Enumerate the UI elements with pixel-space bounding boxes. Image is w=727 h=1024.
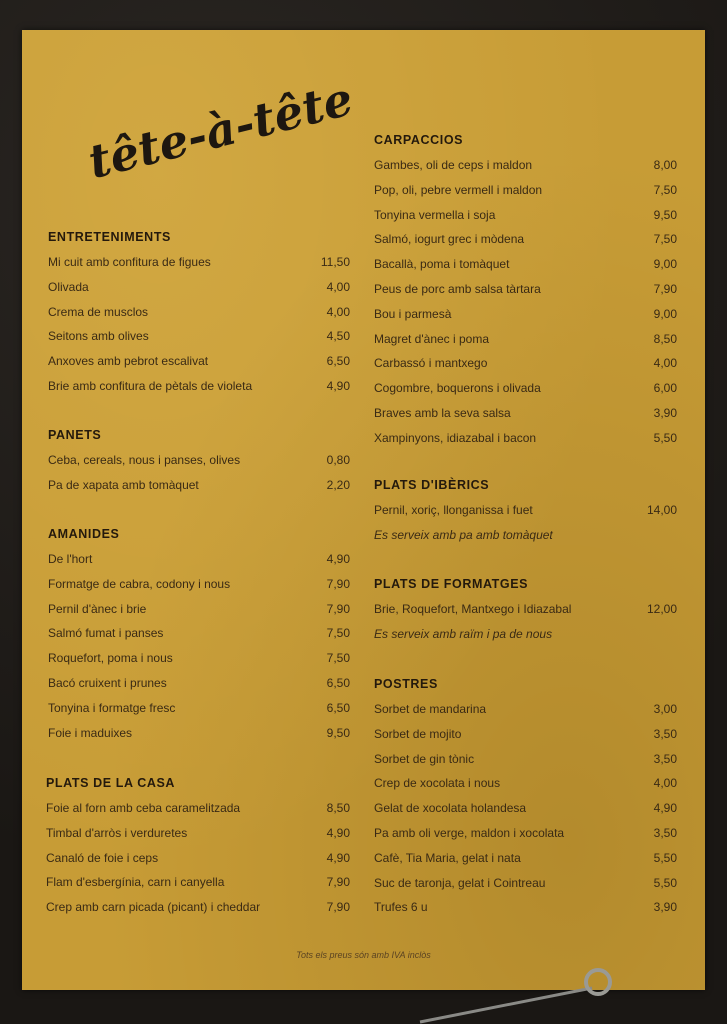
menu-item-price: 7,90 xyxy=(326,900,350,915)
menu-item xyxy=(374,500,677,520)
menu-item-name: Cogombre, boquerons i olivada xyxy=(374,381,541,396)
menu-item-price: 4,90 xyxy=(653,801,677,816)
menu-item-name: Crep amb carn picada (picant) i cheddar xyxy=(46,900,261,915)
section-note: Es serveix amb raïm i pa de nous xyxy=(374,626,553,641)
menu-item xyxy=(48,302,350,322)
menu-item-name: Foie i maduixes xyxy=(48,725,133,740)
menu-item xyxy=(374,329,677,349)
menu-item-price: 3,50 xyxy=(653,726,677,741)
menu-item-price: 6,00 xyxy=(653,381,677,396)
section-title: AMANIDES xyxy=(48,527,120,541)
menu-item-price: 7,90 xyxy=(326,576,350,591)
menu-item-name: Pa de xapata amb tomàquet xyxy=(48,477,199,492)
menu-item-name: Pop, oli, pebre vermell i maldon xyxy=(374,182,543,197)
menu-item-name: Cafè, Tia Maria, gelat i nata xyxy=(374,850,521,865)
menu-item-price: 7,90 xyxy=(653,282,677,296)
menu-item xyxy=(374,279,677,299)
menu-item-name: Carbassó i mantxego xyxy=(374,356,488,371)
menu-item-name: Tonyina vermella i soja xyxy=(374,207,496,222)
menu-item-name: Gambes, oli de ceps i maldon xyxy=(374,158,533,172)
menu-item xyxy=(48,599,350,619)
menu-item-name: Magret d'ànec i poma xyxy=(374,331,490,346)
menu-item-price: 12,00 xyxy=(646,602,677,616)
section-panets xyxy=(48,428,350,498)
menu-item-price: 8,00 xyxy=(653,158,677,172)
menu-item-name: Sorbet de mandarina xyxy=(374,702,487,716)
menu-item-price: 7,50 xyxy=(653,182,677,197)
menu-item-name: Seitons amb olives xyxy=(48,329,149,344)
menu-item-name: Crep de xocolata i nous xyxy=(374,776,501,791)
menu-item xyxy=(48,326,350,346)
menu-item-price: 3,00 xyxy=(653,702,677,716)
menu-item xyxy=(48,723,350,743)
menu-item-name: Sorbet de gin tònic xyxy=(374,751,475,766)
menu-item-name: Tonyina i formatge fresc xyxy=(48,700,176,715)
section-title: PLATS DE LA CASA xyxy=(46,776,176,790)
menu-item xyxy=(48,549,350,569)
menu-item-price: 2,20 xyxy=(326,477,350,492)
menu-item-price: 4,00 xyxy=(326,304,350,319)
menu-item-name: Brie, Roquefort, Mantxego i Idiazabal xyxy=(374,602,572,616)
menu-item-name: Trufes 6 u xyxy=(374,900,428,915)
menu-item-price: 3,90 xyxy=(653,406,677,420)
menu-item-price: 9,00 xyxy=(653,306,677,321)
section-carpaccios xyxy=(374,133,677,453)
menu-item xyxy=(374,205,677,225)
menu-item xyxy=(48,277,350,297)
menu-item xyxy=(374,378,677,398)
menu-item-name: Ceba, cereals, nous i panses, olives xyxy=(48,453,241,467)
menu-item-name: Bacallà, poma i tomàquet xyxy=(374,257,510,272)
menu-item-name: Pa amb oli verge, maldon i xocolata xyxy=(374,826,565,840)
menu-item-price: 0,80 xyxy=(326,453,350,467)
menu-item xyxy=(48,574,350,594)
menu-item-name: Sorbet de mojito xyxy=(374,726,462,741)
menu-item xyxy=(374,749,677,769)
menu-item-name: Salmó fumat i panses xyxy=(48,626,164,641)
menu-item-price: 9,50 xyxy=(326,725,350,740)
menu-item xyxy=(374,180,677,200)
menu-item-price: 4,90 xyxy=(326,552,350,566)
menu-item-price: 7,90 xyxy=(326,875,350,890)
menu-item-name: Salmó, iogurt grec i mòdena xyxy=(374,232,525,247)
menu-item-name: Mi cuit amb confitura de figues xyxy=(48,255,211,269)
menu-item-price: 4,00 xyxy=(653,356,677,371)
menu-item xyxy=(374,254,677,274)
menu-item-name: Peus de porc amb salsa tàrtara xyxy=(374,282,541,296)
section-amanides xyxy=(48,527,350,747)
menu-item xyxy=(46,848,350,868)
menu-item-name: Formatge de cabra, codony i nous xyxy=(48,576,231,591)
menu-item xyxy=(46,798,350,818)
menu-item-name: Brie amb confitura de pètals de violeta xyxy=(48,379,253,393)
menu-item-name: Pernil d'ànec i brie xyxy=(48,601,147,616)
menu-item xyxy=(374,724,677,744)
section-title: PLATS D'IBÈRICS xyxy=(374,478,490,492)
section-entreteniments xyxy=(48,230,350,410)
hanging-hook xyxy=(420,960,720,1024)
menu-item-price: 4,90 xyxy=(326,825,350,840)
menu-item-price: 4,90 xyxy=(326,379,350,393)
section-title: ENTRETENIMENTS xyxy=(48,230,171,244)
menu-item-price: 6,50 xyxy=(326,354,350,369)
menu-item xyxy=(48,673,350,693)
menu-item xyxy=(48,351,350,371)
menu-item-price: 6,50 xyxy=(326,700,350,715)
section-plats-de-formatges xyxy=(374,577,677,657)
menu-item-price: 5,50 xyxy=(653,875,677,890)
menu-item xyxy=(48,648,350,668)
menu-item-name: Canaló de foie i ceps xyxy=(46,850,159,865)
menu-item xyxy=(374,873,677,893)
menu-item-price: 7,50 xyxy=(326,651,350,666)
menu-item xyxy=(46,823,350,843)
menu-item-name: Foie al forn amb ceba caramelitzada xyxy=(46,801,241,815)
menu-item-price: 9,50 xyxy=(653,207,677,222)
menu-item-price: 7,50 xyxy=(653,232,677,247)
menu-item xyxy=(374,798,677,818)
menu-item-price: 3,90 xyxy=(653,900,677,915)
menu-item-name: Braves amb la seva salsa xyxy=(374,406,511,420)
menu-item-name: Olivada xyxy=(48,279,89,294)
menu-item-price: 5,50 xyxy=(653,850,677,865)
menu-item-price: 4,00 xyxy=(326,279,350,294)
menu-item-price: 4,90 xyxy=(326,850,350,865)
section-postres xyxy=(374,677,677,927)
menu-item-name: Suc de taronja, gelat i Cointreau xyxy=(374,875,546,890)
menu-item-price: 8,50 xyxy=(653,331,677,346)
menu-item-price: 14,00 xyxy=(646,503,677,517)
menu-item-name: Crema de musclos xyxy=(48,304,149,319)
menu-item-price: 11,50 xyxy=(320,255,350,269)
menu-item xyxy=(48,623,350,643)
menu-item-price: 5,50 xyxy=(653,430,677,445)
menu-item xyxy=(374,403,677,423)
menu-item-name: Roquefort, poma i nous xyxy=(48,651,173,666)
svg-text:tête-à-tête: tête-à-tête xyxy=(82,71,359,190)
menu-item xyxy=(48,475,350,495)
menu-item xyxy=(46,897,350,917)
section-title: CARPACCIOS xyxy=(374,133,464,147)
menu-item-name: Anxoves amb pebrot escalivat xyxy=(48,354,209,369)
menu-item xyxy=(48,450,350,470)
menu-item xyxy=(46,872,350,892)
menu-item-price: 6,50 xyxy=(326,676,350,690)
menu-item-name: Flam d'esbergínia, carn i canyella xyxy=(46,875,225,890)
menu-item-price: 7,50 xyxy=(326,626,350,641)
menu-item xyxy=(374,773,677,793)
menu-item xyxy=(48,376,350,396)
section-plats-d-iberics xyxy=(374,478,677,558)
tete-a-tete-logo xyxy=(78,68,359,190)
menu-item xyxy=(374,229,677,249)
menu-item-price: 3,50 xyxy=(653,751,677,766)
section-note: Es serveix amb pa amb tomàquet xyxy=(374,527,553,542)
menu-item-price: 7,90 xyxy=(326,601,350,616)
menu-item-name: Pernil, xoriç, llonganissa i fuet xyxy=(374,503,533,517)
menu-item xyxy=(48,252,350,272)
menu-item xyxy=(374,699,677,719)
section-title: PLATS DE FORMATGES xyxy=(374,577,529,591)
footer-note: Tots els preus són amb IVA inclòs xyxy=(296,950,431,960)
menu-item-name: De l'hort xyxy=(48,552,93,566)
menu-item xyxy=(374,848,677,868)
menu-item-price: 3,50 xyxy=(653,826,677,840)
menu-item-name: Gelat de xocolata holandesa xyxy=(374,801,527,816)
section-title: POSTRES xyxy=(374,677,438,691)
menu-item xyxy=(374,353,677,373)
menu-item-name: Xampinyons, idiazabal i bacon xyxy=(374,430,537,445)
menu-item-name: Bou i parmesà xyxy=(374,306,452,321)
section-plats-de-la-casa xyxy=(46,776,350,926)
menu-item xyxy=(374,599,677,619)
menu-item xyxy=(374,823,677,843)
menu-item-name: Timbal d'arròs i verduretes xyxy=(46,825,188,840)
menu-item-price: 4,50 xyxy=(326,329,350,344)
menu-item xyxy=(374,304,677,324)
menu-item xyxy=(374,897,677,917)
menu-item xyxy=(48,698,350,718)
menu-item-price: 4,00 xyxy=(653,776,677,791)
menu-item xyxy=(374,428,677,448)
menu-item-name: Bacó cruixent i prunes xyxy=(48,676,167,690)
menu-item-price: 8,50 xyxy=(326,801,350,815)
section-title: PANETS xyxy=(48,428,102,442)
menu-item-price: 9,00 xyxy=(653,257,677,272)
menu-item xyxy=(374,155,677,175)
